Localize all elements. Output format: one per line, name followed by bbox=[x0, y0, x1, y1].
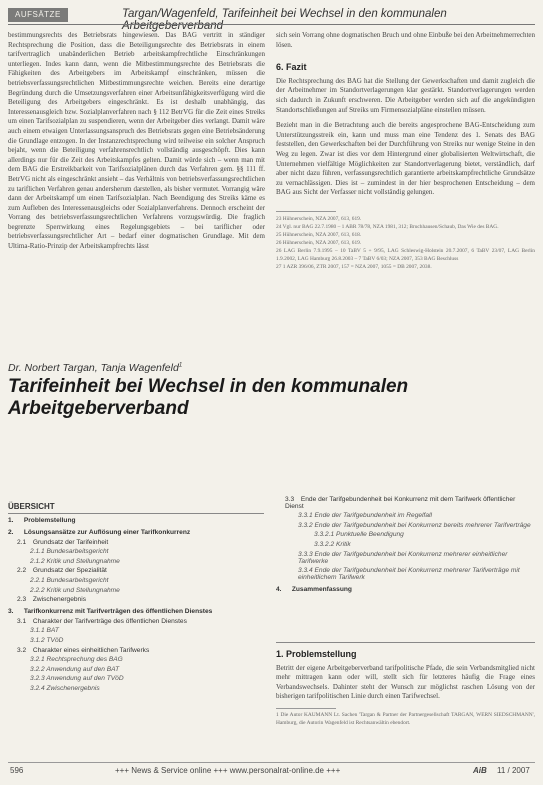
magazine-logo: AiB bbox=[473, 766, 487, 775]
toc-entry bbox=[276, 567, 535, 581]
toc-entry-number: 3.3.3 bbox=[298, 550, 313, 558]
toc-entry-text: Ende der Tarifgebundenheit bei Konkurrenz mit dem Tarifwerk öffentlicher Dienst bbox=[285, 495, 516, 510]
toc-entry-number: 1. bbox=[8, 517, 14, 524]
toc-heading: ÜBERSICHT bbox=[8, 502, 55, 511]
toc-entry bbox=[8, 656, 264, 663]
toc-entry bbox=[8, 596, 264, 603]
toc-entry-number: 3.3.2.2 bbox=[314, 540, 335, 548]
toc-entry-text: BAT bbox=[46, 627, 59, 635]
toc-entry-number: 3.2 bbox=[17, 646, 27, 654]
page-number: 596 bbox=[10, 766, 24, 775]
toc-entry-text: Ende der Tarifgebundenheit bei Konkurrenz mehrerer einheitlicher Tarifwerke bbox=[298, 550, 508, 565]
toc-entry-number: 2.3 bbox=[17, 596, 27, 604]
toc-entry bbox=[8, 618, 264, 625]
toc-entry-text: Punktuelle Beendigung bbox=[336, 531, 404, 539]
issue-number: 11 / 2007 bbox=[497, 766, 530, 775]
toc-entry-text: Rechtsprechung des BAG bbox=[46, 656, 123, 664]
toc-entry bbox=[276, 541, 535, 548]
toc-entry-text: Zwischenergebnis bbox=[32, 596, 86, 604]
toc-entry-number: 2.2 bbox=[17, 567, 27, 575]
toc-entry-number: 3.3.2.1 bbox=[314, 531, 335, 539]
toc-entry-text: Kritik bbox=[336, 540, 351, 548]
fazit-paragraph-1: Die Rechtsprechung des BAG hat die Stellung der Gewerkschaften und damit zugleich die der Arbeitnehmer im Standortverlagerungen klar gestärkt. Standortverlagerungen werden sich dadurch in Zukunft erschweren. Die Arbeitgeber werden sich auf die angekündigten Standortschließungen auf Streiks um Firmensozialpläne einstellen müssen. bbox=[276, 76, 535, 114]
toc-entry bbox=[8, 627, 264, 634]
toc-entry-text: Anwendung auf den TVöD bbox=[46, 675, 124, 683]
problem-section bbox=[276, 645, 535, 760]
toc-entry bbox=[8, 587, 264, 594]
toc-entry-number: 2.1 bbox=[17, 538, 27, 546]
toc-entry-text: Charakter der Tarifverträge des öffentlichen Dienstes bbox=[32, 617, 187, 625]
authors-text: Dr. Norbert Targan, Tanja Wagenfeld bbox=[8, 362, 179, 374]
footnote: 24 Vgl. nur BAG 22.7.1980 – 1 ABR 78/78, NZA 1981, 312; Bruchhausen/Schaub, Das Wie des BAG. bbox=[276, 223, 499, 230]
toc-entry-text: Charakter eines einheitlichen Tarifwerks bbox=[32, 646, 150, 654]
toc-entry bbox=[276, 551, 535, 565]
toc-entry-text: Lösungsansätze zur Auflösung einer Tarifkonkurrenz bbox=[23, 529, 191, 536]
toc-entry bbox=[8, 529, 264, 536]
toc-entry-number: 3.3.2 bbox=[298, 521, 313, 529]
footnote: 26 Hühnerschein, NZA 2007, 613, 619. bbox=[276, 239, 362, 246]
footer-promo: +++ News & Service online +++ www.personalrat-online.de +++ bbox=[115, 766, 341, 775]
toc-entry-number: 3.3 bbox=[285, 495, 295, 503]
toc-entry-number: 2.1.1 bbox=[30, 548, 45, 556]
toc-entry-text: Grundsatz der Tarifeinheit bbox=[32, 538, 109, 546]
toc-entry-number: 3.2.1 bbox=[30, 656, 45, 664]
author-footnote-mark: 1 bbox=[178, 362, 183, 369]
toc-entry-text: Grundsatz der Spezialität bbox=[32, 567, 107, 575]
toc-entry bbox=[276, 496, 535, 510]
toc-entry-number: 3. bbox=[8, 608, 14, 616]
toc-entry bbox=[8, 558, 264, 565]
toc-entry bbox=[276, 586, 535, 593]
footnote: 25 Hühnerschein, NZA 2007, 613, 618. bbox=[276, 231, 362, 238]
toc-entry bbox=[276, 512, 535, 519]
toc-entry-number: 3.1 bbox=[17, 617, 27, 625]
toc-entry bbox=[8, 666, 264, 673]
article-authors bbox=[8, 362, 182, 374]
toc-entry bbox=[8, 539, 264, 546]
toc-entry-text: Ende der Tarifgebundenheit bei Konkurrenz bereits mehrerer Tarifverträge bbox=[314, 521, 531, 529]
right-intro: sich sein Vorrang ohne dogmatischen Bruch und ohne Einbuße bei den Arbeitnehmerrechten lösen. bbox=[276, 31, 535, 49]
toc-entry-number: 3.3.1 bbox=[298, 512, 313, 520]
toc-entry-number: 3.1.1 bbox=[30, 627, 45, 635]
toc-entry-text: Bundesarbeitsgericht bbox=[46, 548, 109, 556]
toc-rule-right bbox=[276, 642, 535, 643]
toc-entry-text: Problemstellung bbox=[23, 517, 76, 524]
toc-entry-number: 3.1.2 bbox=[30, 636, 45, 644]
footnote-rule bbox=[276, 708, 336, 709]
toc-left-list bbox=[8, 512, 264, 692]
problem-paragraph: Betritt der eigene Arbeitgeberverband tarifpolitische Pfade, die sein Verbandsmitglied nicht mehr mittragen kann oder will, stellt sich für letzteres häufig die Frage eines Verbandswechsels. Dahinter steht der Wunsch zur möglichst raschen Lösung von der bisherigen tarifpolitischen Linie durch einen Tarifwechsel. bbox=[276, 663, 535, 701]
toc-entry-number: 3.2.2 bbox=[30, 665, 45, 673]
toc-entry bbox=[8, 608, 264, 615]
left-paragraph: bestimmungsrechts des Betriebsrats hingewiesen. Das BAG vertritt in ständiger Rechtsprechung die Position, dass die Beteiligungsrechte des Betriebsrats in einem tarifvertraglich unabänderlichen Betrieb arbeitskampfrechtliche Einschränkungen unterliegen. Indes kann dann, wenn die Mitbestimmungsrechte des Betriebsrats die Fähigkeiten des Arbeitgebers im Arbeitskampf einschränken, müssen die betriebsverfassungsrechtlichen Mitbestimmungsrechte weichen. Bereits eine derartige Begründung durch die Umsetzungsverfahren einer Arbeitsunfähigkeitsverfügung wird die Beteiligung des Arbeitgebers eingeschränkt. Es ist deshalb unabhängig, das Interessenausgleich bzw. Sozialplanverfahren nach § 112 BetrVG für die Zeit eines Streiks um einen Tarifsozialplan zu suspendieren, wenn der Arbeitgeber dies verlangt. Damit wäre auch einem etwaigen Unterlassungsanspruch des Betriebsrats gegen eine Betriebsänderung die Grundlage entzogen. In der Instanzrechtsprechung wird teilweise ein solcher Anspruch bejaht, wenn die Beteiligung verfahrensrechtlich vollständig ausgeschöpft. Dies kann allerdings nur für die Zeit des Arbeitskampfes gelten. Damit würde sich – wenn man mit dem BAG die Erstreikbarkeit von Tarifsozialplänen durch das Verfahren gem. §§ 111 ff. BetrVG nicht als eingeschränkt ansieht – das Verhältnis von betriebsverfassungsrechtlichen zu tariflichen Verfahren genau andersherum darstellen, als bisher vermutet. Vorrangig wäre dann der Arbeitskampf um einen Tarifsozialplan. Nach Beendigung des Streiks käme es zum Aufleben des Interessenausgleichs oder Sozialplanverfahrens. Dennoch erscheint der Vorrang des betriebsverfassungsrechtlichen Verfahrens vorzugswürdig. Die fraglich begrenzte Sperrwirkung eines Regelungsgebiets – bei tariflicher oder betriebsverfassungsrechtlicher Art – bedarf einer dogmatischen Grundlage. Mit dem Ultima-Ratio-Prinzip der Arbeitskampfrechts lässt bbox=[8, 31, 265, 251]
toc-entry bbox=[8, 548, 264, 555]
toc-entry-number: 3.2.4 bbox=[30, 684, 45, 692]
toc-entry-text: Tarifkonkurrenz mit Tarifverträgen des öffentlichen Dienstes bbox=[23, 608, 213, 616]
problem-heading: 1. Problemstellung bbox=[276, 649, 357, 659]
toc-entry-text: TVöD bbox=[46, 636, 64, 644]
header-rule bbox=[8, 24, 535, 25]
toc-right-list bbox=[276, 493, 535, 593]
fazit-paragraph-2: Bezieht man in die Betrachtung auch die bereits angesprochene BAG-Entscheidung zum Unterstützungsstreik ein, kann und muss man eine Tendenz des 1. Senats des BAG feststellen, den Gewerkschaften bei der Durchführung von Streiks nur wenige Steine in den Weg zu legen. Zwar ist dies vor dem Hintergrund einer globalisierten Weltwirtschaft, die Unternehmen vielfältige Möglichkeiten zur Standortverlagerung bietet, verständlich, darf aber nicht dazu führen, verfassungsrechtlich garantierte arbeitskampfrechtliche Grundsätze zu vernachlässigen. Dies ist – zumindest in der hier besprochenen Entscheidung – dem BAG aus Sicht der Verfasser nicht vollständig gelungen. bbox=[276, 121, 535, 197]
section-tag: AUFSÄTZE bbox=[8, 8, 68, 22]
toc-entry bbox=[8, 577, 264, 584]
toc-entry-number: 3.2.3 bbox=[30, 675, 45, 683]
fazit-heading: 6. Fazit bbox=[276, 62, 307, 73]
toc-entry bbox=[8, 517, 264, 524]
toc-entry-number: 2. bbox=[8, 529, 14, 536]
toc-entry-number: 2.1.2 bbox=[30, 557, 45, 565]
toc-entry bbox=[8, 637, 264, 644]
toc-entry bbox=[8, 647, 264, 654]
footnote-rule bbox=[276, 211, 336, 212]
running-title: Targan/Wagenfeld, Tarifeinheit bei Wechsel in den kommunalen Arbeitgeberverband bbox=[122, 8, 447, 32]
toc-entry-text: Zwischenergebnis bbox=[46, 684, 100, 692]
footer-rule bbox=[8, 762, 535, 763]
toc-entry-text: Bundesarbeitsgericht bbox=[46, 576, 109, 584]
right-column bbox=[276, 31, 535, 353]
footnote: 26 LAG Berlin 7.9.1995 – 10 TaBV 5 + 9/95, LAG Schleswig-Holstein 20.7.2007, 6 TaBV 23/07, LAG Berlin 1.9.2002, LAG Hamburg 26.8.2003 – 7 TaBV 6/03; NZA 2007, 353 BAG Beschluss bbox=[276, 247, 535, 262]
toc-entry-text: Anwendung auf den BAT bbox=[46, 665, 120, 673]
toc-entry-text: Kritik und Stellungnahme bbox=[46, 557, 120, 565]
article-title: Tarifeinheit bei Wechsel in den kommunalen Arbeitgeberverband bbox=[8, 376, 409, 419]
footnote: 1 Die Autor KAUMANN Lt. Sachen 'Targan & Partner der Partnergesellschaft TARGAN, WERN SIEDSCHMANN', Hamburg, die Autorin Wagenfeld ist Rechtsanwältin ebendort. bbox=[276, 711, 535, 726]
left-column-text bbox=[8, 31, 265, 353]
footnote: 23 Hühnerschein, NZA 2007, 613, 619. bbox=[276, 215, 362, 222]
toc-entry-number: 2.2.2 bbox=[30, 586, 45, 594]
toc-entry bbox=[8, 567, 264, 574]
toc-entry-number: 2.2.1 bbox=[30, 576, 45, 584]
toc-entry-text: Ende der Tarifgebundenheit im Regelfall bbox=[314, 512, 432, 520]
toc-entry-text: Kritik und Stellungnahme bbox=[46, 586, 120, 594]
toc-entry-text: Zusammenfassung bbox=[291, 586, 352, 594]
toc-entry bbox=[276, 531, 535, 538]
toc-entry-text: Ende der Tarifgebundenheit bei Konkurrenz mehrerer Tarifverträge mit einheitlichem Tarifwerk bbox=[298, 567, 520, 582]
toc-entry-number: 4. bbox=[276, 586, 282, 594]
page-header bbox=[0, 8, 543, 32]
toc-entry bbox=[276, 522, 535, 529]
toc-entry bbox=[8, 675, 264, 682]
footnote: 27 1 AZR 396/06, ZTR 2007, 157 = NZA 2007, 1055 = DB 2007, 2038. bbox=[276, 263, 432, 270]
toc-entry-number: 3.3.4 bbox=[298, 567, 313, 575]
toc-entry bbox=[8, 685, 264, 692]
